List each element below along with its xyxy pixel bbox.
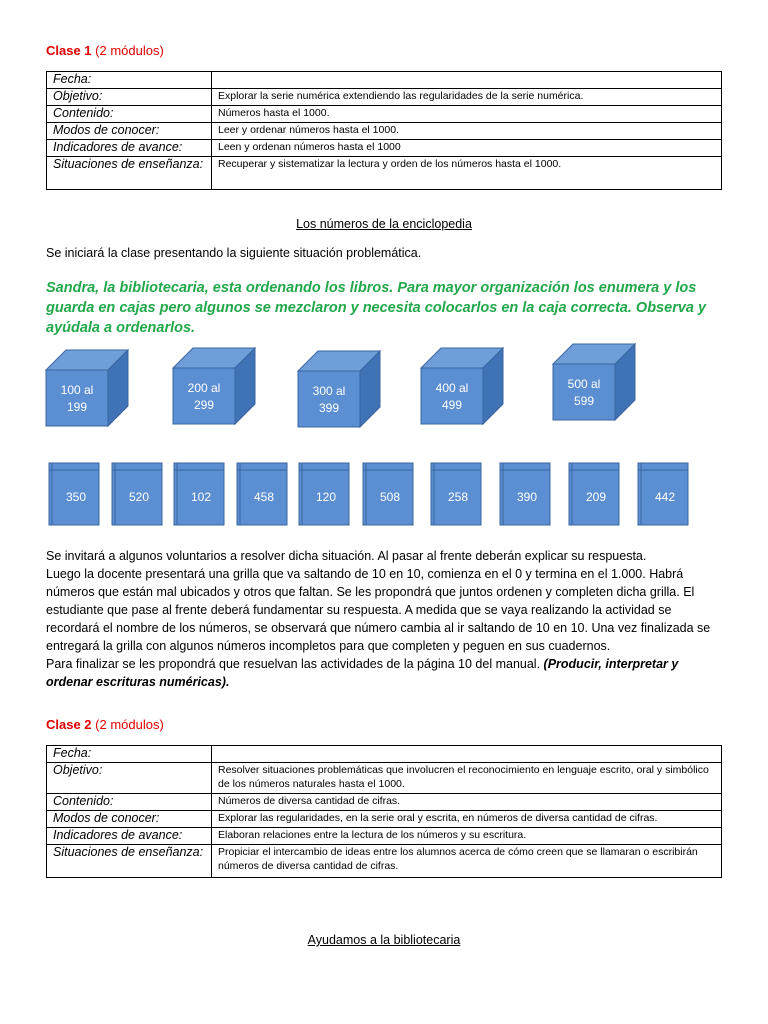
contenido-label: Contenido:	[47, 794, 212, 811]
body-line-2: Luego la docente presentará una grilla que va saltando de 10 en 10, comienza en el 0 y termina en el 1.000. Habrá números que están mal ubicados y otros que faltan. Se les propondrá que juntos ordenen y completen dicha grilla. El estudiante que pase al frente deberá fundamentar su respuesta. A medida que se vaya realizando la actividad se recordará el nombre de los números, se observará que número cambia al ir saltando de 10 en 10. Una vez finalizada se entregará la grilla con algunos números incompletos para que completen y peguen en sus cuadernos.	[46, 567, 711, 653]
fecha-value	[212, 72, 722, 89]
book	[431, 463, 481, 525]
book	[112, 463, 162, 525]
book	[569, 463, 619, 525]
indicadores-label: Indicadores de avance:	[47, 828, 212, 845]
box-label-line2: 399	[318, 401, 340, 415]
box-label-line2: 499	[441, 398, 463, 412]
box-front	[46, 370, 108, 426]
section1-body	[46, 547, 726, 691]
situaciones-value: Recuperar y sistematizar la lectura y orden de los números hasta el 1000.	[212, 157, 722, 190]
book-number: 120	[315, 490, 337, 504]
table-row	[47, 845, 722, 878]
table-row	[47, 157, 722, 190]
box-label-line1: 400 al	[435, 381, 469, 395]
box-front	[421, 368, 483, 424]
box-label-line1: 300 al	[312, 384, 346, 398]
box-label-line1: 200 al	[187, 381, 221, 395]
book-number: 258	[447, 490, 469, 504]
table-row	[47, 106, 722, 123]
section2-heading: Ayudamos a la bibliotecaria	[307, 933, 461, 947]
book	[363, 463, 413, 525]
box-label-line2: 599	[573, 394, 595, 408]
objetivo-label: Objetivo:	[47, 89, 212, 106]
fecha-value	[212, 746, 722, 763]
table-row	[47, 763, 722, 794]
book	[500, 463, 550, 525]
book-number: 390	[516, 490, 538, 504]
section1-heading: Los números de la enciclopedia	[296, 217, 472, 231]
box-front	[553, 364, 615, 420]
table-row	[47, 828, 722, 845]
table-row	[47, 811, 722, 828]
final-line: Para finalizar se les propondrá que resuelvan las actividades de la página 10 del manual. (Producir, interpretar y ordenar escrituras numéricas).	[46, 657, 679, 689]
book-number: 442	[654, 490, 676, 504]
clase1-table	[46, 71, 722, 190]
indicadores-value: Leen y ordenan números hasta el 1000	[212, 140, 722, 157]
table-row	[47, 72, 722, 89]
box	[46, 350, 128, 426]
problem-statement: Sandra, la bibliotecaria, esta ordenando los libros. Para mayor organización los enumera y los guarda en cajas pero algunos se mezclaron y necesita colocarlos en la caja correcta. Observa y ayúdala a ordenarlos.	[46, 280, 707, 336]
box	[173, 348, 255, 424]
book	[299, 463, 349, 525]
box	[298, 351, 380, 427]
contenido-label: Contenido:	[47, 106, 212, 123]
modos-value: Explorar las regularidades, en la serie oral y escrita, en números de diversa cantidad de cifras.	[212, 811, 722, 828]
box	[421, 348, 503, 424]
book-number: 209	[585, 490, 607, 504]
table-row	[47, 746, 722, 763]
indicadores-value: Elaboran relaciones entre la lectura de los números y su escritura.	[212, 828, 722, 845]
clase1-title: Clase 1 (2 módulos)	[46, 43, 164, 58]
situaciones-label: Situaciones de enseñanza:	[47, 157, 212, 190]
clase2-title: Clase 2 (2 módulos)	[46, 717, 164, 732]
table-row	[47, 123, 722, 140]
box-label-line1: 500 al	[567, 377, 601, 391]
objetivo-value: Resolver situaciones problemáticas que involucren el reconocimiento en lenguaje escrito, oral y simbólico de los números naturales hasta el 1000.	[212, 763, 722, 794]
book-number: 458	[253, 490, 275, 504]
section1-intro: Se iniciará la clase presentando la siguiente situación problemática.	[46, 246, 422, 260]
modos-label: Modos de conocer:	[47, 123, 212, 140]
indicadores-label: Indicadores de avance:	[47, 140, 212, 157]
modos-label: Modos de conocer:	[47, 811, 212, 828]
box-label-line1: 100 al	[60, 383, 94, 397]
contenido-value: Números de diversa cantidad de cifras.	[212, 794, 722, 811]
body-line-1: Se invitará a algunos voluntarios a resolver dicha situación. Al pasar al frente deberán explicar su respuesta.	[46, 549, 647, 563]
book	[49, 463, 99, 525]
box-label-line2: 199	[66, 400, 88, 414]
table-row	[47, 140, 722, 157]
book	[237, 463, 287, 525]
situaciones-value: Propiciar el intercambio de ideas entre los alumnos acerca de cómo creen que se llamaran o escribirán números de diversa cantidad de cifras.	[212, 845, 722, 878]
boxes-illustration	[0, 340, 768, 535]
box-label-line2: 299	[193, 398, 215, 412]
objetivo-value: Explorar la serie numérica extendiendo las regularidades de la serie numérica.	[212, 89, 722, 106]
book	[638, 463, 688, 525]
clase2-table	[46, 745, 722, 878]
box	[553, 344, 635, 420]
book-number: 520	[128, 490, 150, 504]
table-row	[47, 794, 722, 811]
contenido-value: Números hasta el 1000.	[212, 106, 722, 123]
situaciones-label: Situaciones de enseñanza:	[47, 845, 212, 878]
book-number: 350	[65, 490, 87, 504]
book-number: 102	[190, 490, 212, 504]
box-front	[173, 368, 235, 424]
modos-value: Leer y ordenar números hasta el 1000.	[212, 123, 722, 140]
box-front	[298, 371, 360, 427]
fecha-label: Fecha:	[47, 72, 212, 89]
objetivo-label: Objetivo:	[47, 763, 212, 794]
table-row	[47, 89, 722, 106]
book-number: 508	[379, 490, 401, 504]
fecha-label: Fecha:	[47, 746, 212, 763]
book	[174, 463, 224, 525]
